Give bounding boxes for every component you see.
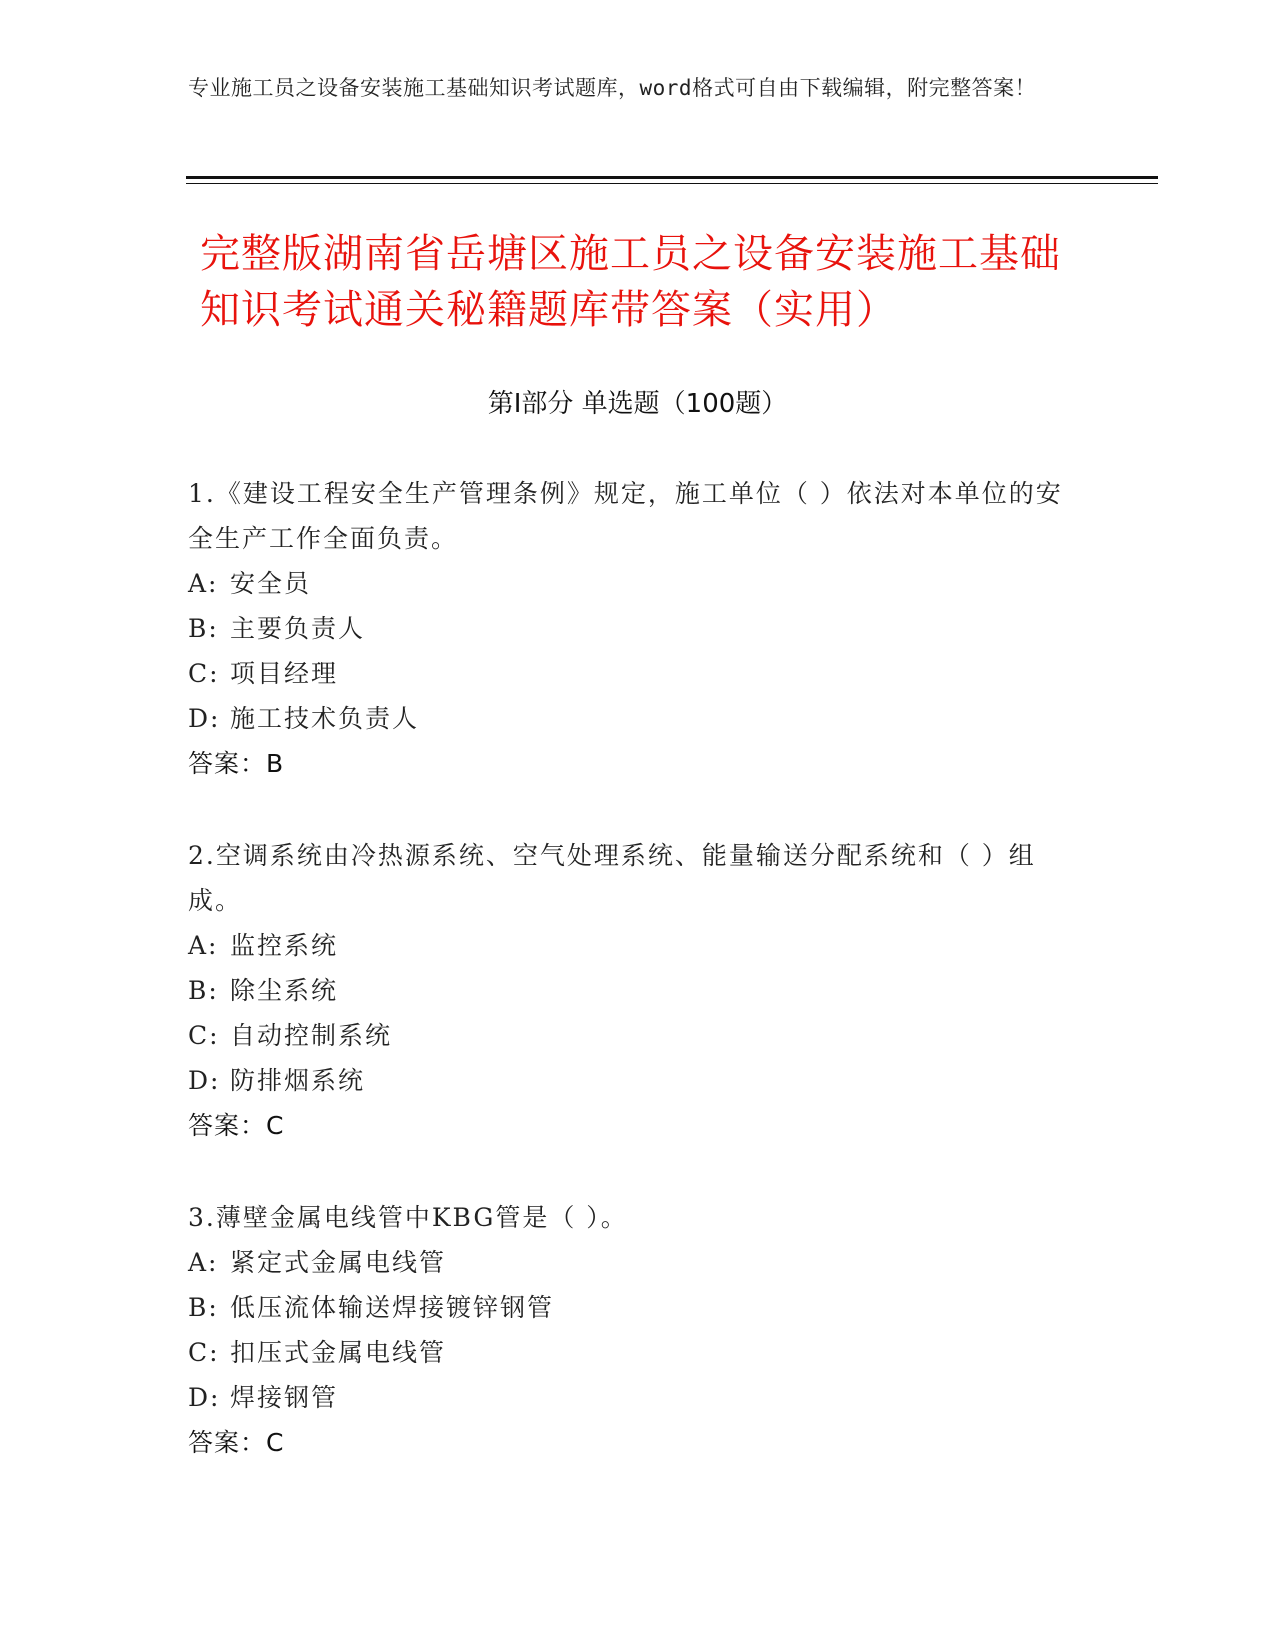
option-letter: D:: [188, 1066, 221, 1095]
section-heading: 第Ⅰ部分 单选题（100题）: [487, 389, 788, 419]
option-d: [188, 696, 1088, 741]
option-d: [188, 1375, 1088, 1420]
option-letter: B:: [188, 1293, 219, 1322]
option-text: 安全员: [230, 569, 312, 598]
answer: 答案：C: [188, 1428, 285, 1457]
document-title: 完整版湖南省岳塘区施工员之设备安装施工基础知识考试通关秘籍题库带答案（实用）: [200, 231, 1061, 333]
option-text: 自动控制系统: [230, 1021, 393, 1050]
option-a: [188, 561, 1088, 606]
option-c: [188, 651, 1088, 696]
option-text: 低压流体输送焊接镀锌钢管: [230, 1293, 555, 1322]
option-d: [188, 1058, 1088, 1103]
option-b: [188, 968, 1088, 1013]
option-letter: B:: [188, 976, 219, 1005]
question-3: [188, 1195, 1088, 1465]
option-a: [188, 923, 1088, 968]
option-letter: C:: [188, 1338, 220, 1367]
header-note: 专业施工员之设备安装施工基础知识考试题库，word格式可自由下载编辑，附完整答案！: [188, 76, 1037, 100]
option-letter: A:: [188, 1248, 219, 1277]
answer: 答案：B: [188, 749, 285, 778]
option-text: 紧定式金属电线管: [230, 1248, 447, 1277]
question-1: [188, 471, 1088, 786]
option-text: 除尘系统: [230, 976, 339, 1005]
question-2: [188, 833, 1088, 1148]
option-text: 监控系统: [230, 931, 339, 960]
option-text: 扣压式金属电线管: [230, 1338, 447, 1367]
header-divider-thick: [186, 176, 1158, 179]
option-letter: B:: [188, 614, 219, 643]
question-stem: 3.薄壁金属电线管中KBG管是（ ）。: [188, 1203, 628, 1232]
option-text: 施工技术负责人: [230, 704, 420, 733]
option-text: 主要负责人: [230, 614, 366, 643]
option-text: 项目经理: [230, 659, 339, 688]
option-letter: A:: [188, 569, 219, 598]
option-letter: D:: [188, 704, 221, 733]
option-letter: C:: [188, 659, 220, 688]
option-letter: A:: [188, 931, 219, 960]
option-b: [188, 606, 1088, 651]
option-text: 焊接钢管: [230, 1383, 339, 1412]
question-stem: 2.空调系统由冷热源系统、空气处理系统、能量输送分配系统和（ ）组成。: [188, 841, 1036, 915]
header-divider-thin: [186, 183, 1158, 184]
option-b: [188, 1285, 1088, 1330]
option-letter: D:: [188, 1383, 221, 1412]
option-letter: C:: [188, 1021, 220, 1050]
answer: 答案：C: [188, 1111, 285, 1140]
option-text: 防排烟系统: [230, 1066, 366, 1095]
option-a: [188, 1240, 1088, 1285]
option-c: [188, 1013, 1088, 1058]
option-c: [188, 1330, 1088, 1375]
question-stem: 1.《建设工程安全生产管理条例》规定，施工单位（ ）依法对本单位的安全生产工作全面负责。: [188, 479, 1063, 553]
